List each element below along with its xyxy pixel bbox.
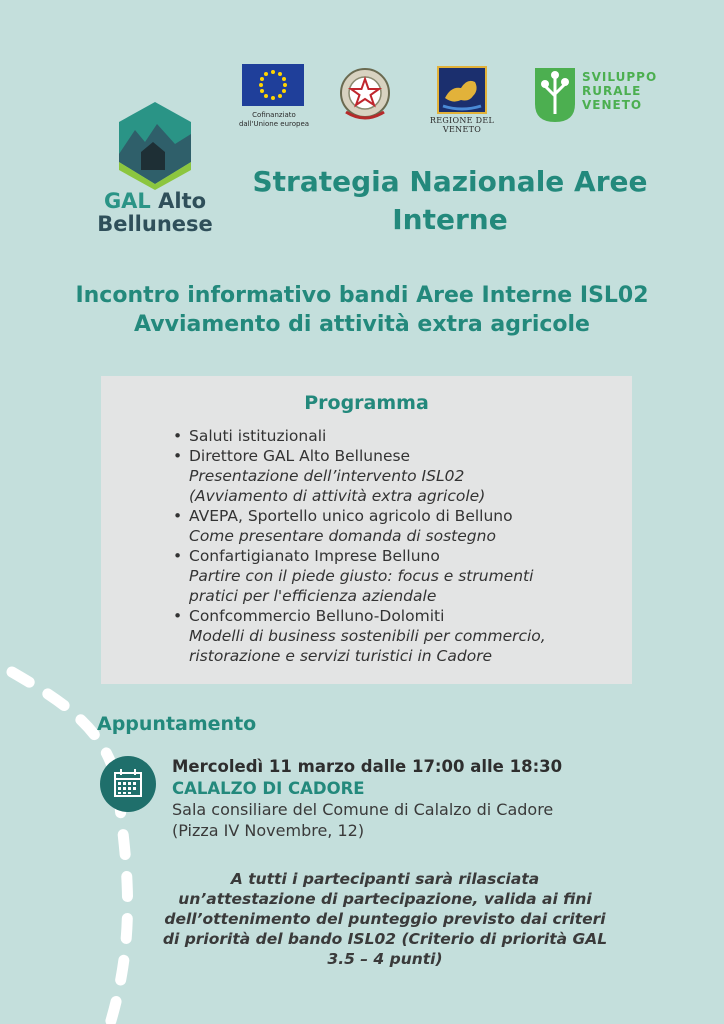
sviluppo-rurale-logo bbox=[531, 64, 579, 124]
programma-box bbox=[101, 376, 632, 684]
eu-flag-logo bbox=[242, 64, 304, 106]
title-line2: Interne bbox=[392, 203, 508, 236]
regione-veneto-caption: REGIONE DEL VENETO bbox=[429, 116, 495, 134]
calendar-badge bbox=[100, 756, 156, 812]
item-label: Confartigianato Imprese Belluno bbox=[189, 547, 440, 565]
item-label: Saluti istituzionali bbox=[189, 427, 327, 445]
mountain-house-icon bbox=[95, 100, 215, 190]
list-item bbox=[173, 426, 613, 446]
item-detail: (Avviamento di attività extra agricole) bbox=[189, 487, 486, 505]
item-label: AVEPA, Sportello unico agricolo di Belluno bbox=[189, 507, 513, 525]
psr-line1: SVILUPPO bbox=[582, 70, 658, 84]
item-detail: Modelli di business sostenibili per commercio, bbox=[189, 627, 546, 645]
page-title bbox=[240, 163, 660, 239]
list-item bbox=[173, 546, 613, 606]
tree-icon bbox=[531, 64, 579, 124]
event-city: CALALZO DI CADORE bbox=[172, 779, 365, 798]
item-detail: Presentazione dell’intervento ISL02 bbox=[189, 467, 465, 485]
list-item bbox=[173, 506, 613, 546]
item-detail: pratici per l'efficienza aziendale bbox=[189, 587, 437, 605]
eu-caption bbox=[228, 111, 320, 129]
subtitle-line1: Incontro informativo bandi Aree Interne ISL02 bbox=[75, 283, 649, 308]
eu-caption-line1: Cofinanziato bbox=[252, 111, 296, 119]
lion-icon bbox=[439, 68, 485, 112]
gal-alto-bellunese-logo bbox=[95, 100, 215, 245]
note-line: 3.5 – 4 punti) bbox=[327, 950, 443, 968]
note-line: un’attestazione di partecipazione, valida ai fini bbox=[178, 890, 592, 908]
bellunese-word: Bellunese bbox=[97, 212, 213, 236]
event-address: (Pizza IV Novembre, 12) bbox=[172, 821, 365, 840]
alto-word: Alto bbox=[158, 189, 207, 213]
item-detail: Come presentare domanda di sostegno bbox=[189, 527, 496, 545]
republic-star-icon bbox=[338, 66, 392, 124]
regione-veneto-logo bbox=[437, 66, 487, 114]
eu-caption-line2: dall'Unione europea bbox=[238, 120, 310, 128]
list-item bbox=[173, 606, 613, 666]
sviluppo-rurale-text bbox=[582, 70, 662, 112]
programma-heading: Programma bbox=[304, 392, 429, 414]
italian-republic-emblem bbox=[338, 66, 392, 124]
programma-list bbox=[173, 426, 613, 666]
event-subtitle bbox=[50, 281, 674, 339]
event-date: Mercoledì 11 marzo dalle 17:00 alle 18:30 bbox=[172, 757, 563, 776]
note-line: dell’ottenimento del punteggio previsto dai criteri bbox=[164, 910, 606, 928]
appuntamento-heading: Appuntamento bbox=[97, 713, 257, 735]
item-detail: ristorazione e servizi turistici in Cadore bbox=[189, 647, 493, 665]
list-item bbox=[173, 446, 613, 506]
title-line1: Strategia Nazionale Aree bbox=[252, 165, 648, 198]
psr-line2: RURALE bbox=[582, 84, 642, 98]
gal-logo-text bbox=[95, 190, 215, 236]
eu-stars-icon bbox=[242, 64, 304, 106]
note-line: di priorità del bando ISL02 (Criterio di priorità GAL bbox=[162, 930, 608, 948]
attestation-note bbox=[160, 869, 610, 969]
psr-line3: VENETO bbox=[582, 98, 643, 112]
gal-word: GAL bbox=[103, 189, 151, 213]
item-detail: Partire con il piede giusto: focus e strumenti bbox=[189, 567, 534, 585]
item-label: Direttore GAL Alto Bellunese bbox=[189, 447, 411, 465]
event-venue: Sala consiliare del Comune di Calalzo di Cadore bbox=[172, 800, 554, 819]
calendar-icon bbox=[100, 756, 156, 812]
item-label: Confcommercio Belluno-Dolomiti bbox=[189, 607, 445, 625]
subtitle-line2: Avviamento di attività extra agricole bbox=[134, 312, 590, 337]
note-line: A tutti i partecipanti sarà rilasciata bbox=[230, 870, 540, 888]
